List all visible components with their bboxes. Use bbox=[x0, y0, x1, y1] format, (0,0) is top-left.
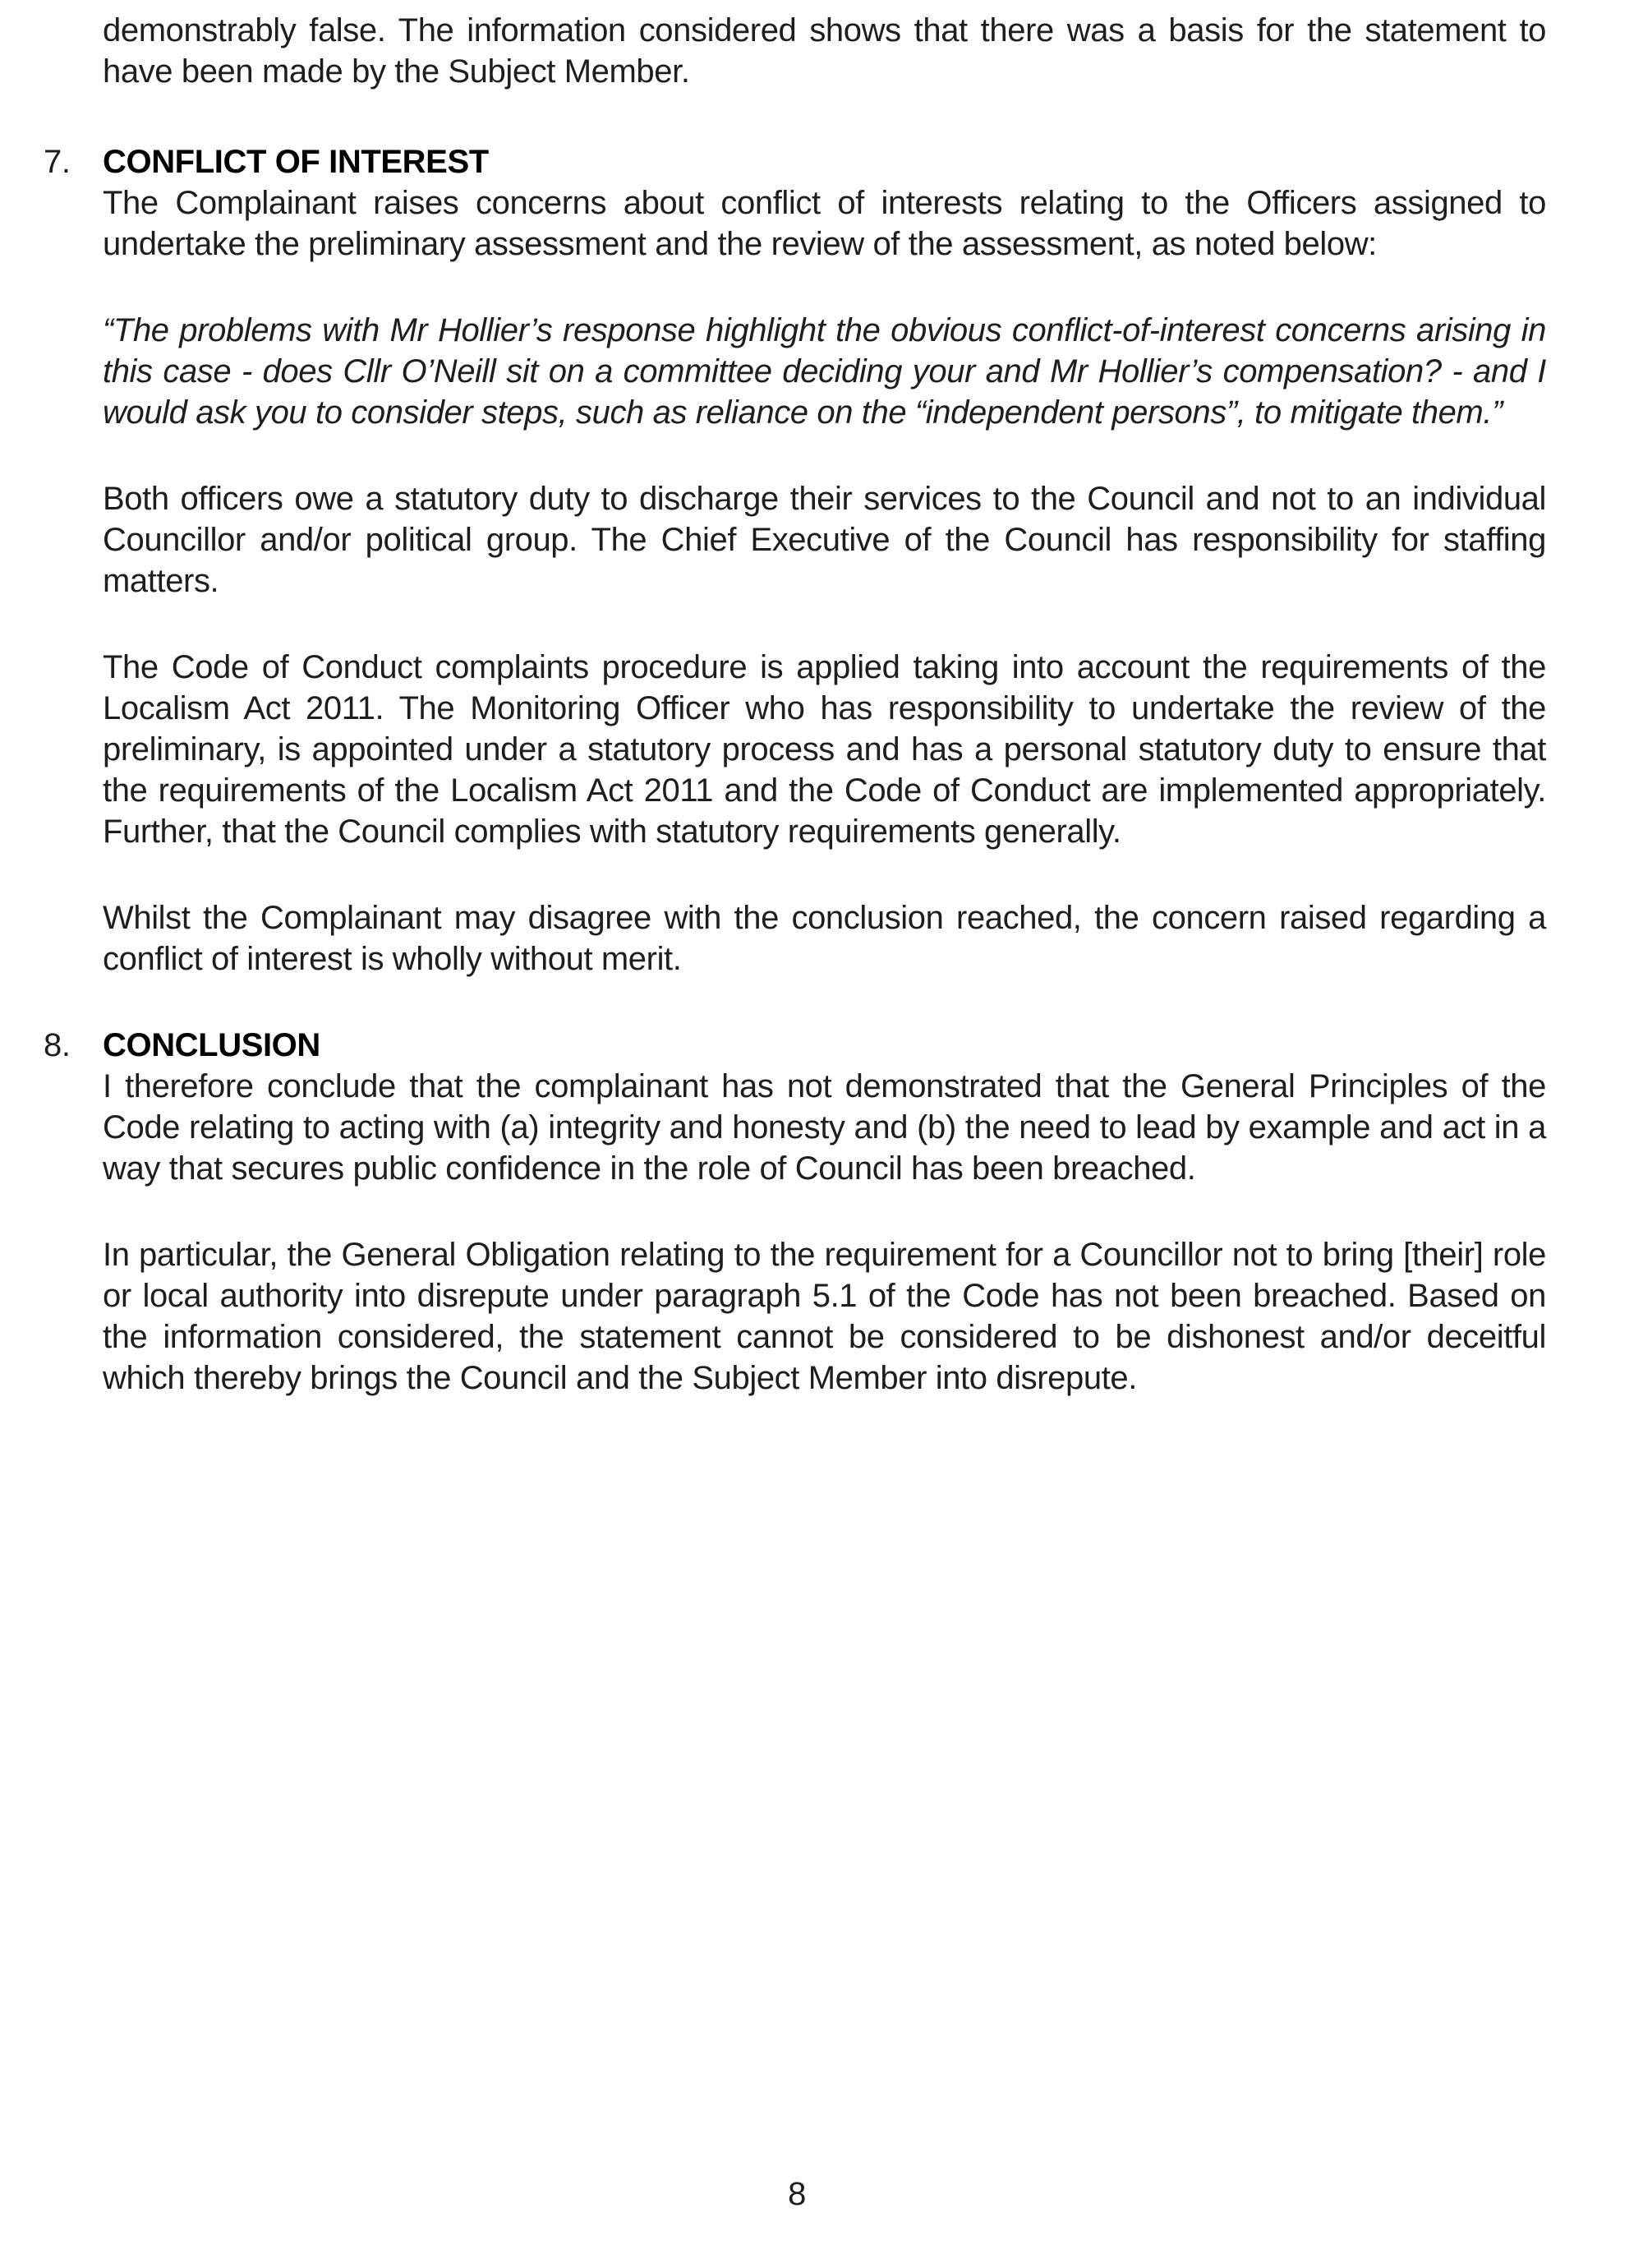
section-number: 7. bbox=[44, 144, 71, 180]
paragraph: I therefore conclude that the complainant has not demonstrated that the General Principles of the Code relating to acting with (a) integrity and honesty and (b) the need to lead by example and act in a way that secures public confidence in the role of Council has been breached. bbox=[103, 1068, 1546, 1187]
quote-paragraph: “The problems with Mr Hollier’s response highlight the obvious conflict-of-interest concerns arising in this case - does Cllr O’Neill sit on a committee deciding your and Mr Hollier’s compensation? - and I would ask you to consider steps, such as reliance on the “independent persons”, to mitigate them.” bbox=[103, 312, 1546, 431]
paragraph: Both officers owe a statutory duty to discharge their services to the Council and not to an individual Councillor and/or political group. The Chief Executive of the Council has responsibility for staffing matters. bbox=[103, 481, 1546, 599]
paragraph: In particular, the General Obligation relating to the requirement for a Councillor not to bring [their] role or local authority into disrepute under paragraph 5.1 of the Code has not been breached. Based on the information considered, the statement cannot be considered to be dishonest and/or deceitful which thereby brings the Council and the Subject Member into disrepute. bbox=[103, 1237, 1546, 1396]
continuation-paragraph: demonstrably false. The information considered shows that there was a basis for the statement to have been made by the Subject Member. bbox=[103, 12, 1546, 90]
paragraph: The Complainant raises concerns about conflict of interests relating to the Officers assigned to undertake the preliminary assessment and the review of the assessment, as noted below: bbox=[103, 185, 1546, 262]
paragraph: The Code of Conduct complaints procedure is applied taking into account the requirements of the Localism Act 2011. The Monitoring Officer who has responsibility to undertake the review of the preliminary, is appointed under a statutory process and has a personal statutory duty to ensure that the requirements of the Localism Act 2011 and the Code of Conduct are implemented appropriately. Further, that the Council complies with statutory requirements generally. bbox=[103, 649, 1546, 850]
section-heading: CONFLICT OF INTEREST bbox=[103, 144, 489, 180]
section-heading-row bbox=[44, 1025, 1546, 1066]
section-heading: CONCLUSION bbox=[103, 1027, 320, 1063]
document-content bbox=[44, 10, 1546, 1444]
section-number: 8. bbox=[44, 1027, 71, 1063]
section-conclusion bbox=[44, 1025, 1546, 1399]
paragraph: Whilst the Complainant may disagree with the conclusion reached, the concern raised regarding a conflict of interest is wholly without merit. bbox=[103, 900, 1546, 977]
section-conflict-of-interest bbox=[44, 141, 1546, 980]
page-number: 8 bbox=[788, 2176, 806, 2212]
section-heading-row bbox=[44, 141, 1546, 182]
